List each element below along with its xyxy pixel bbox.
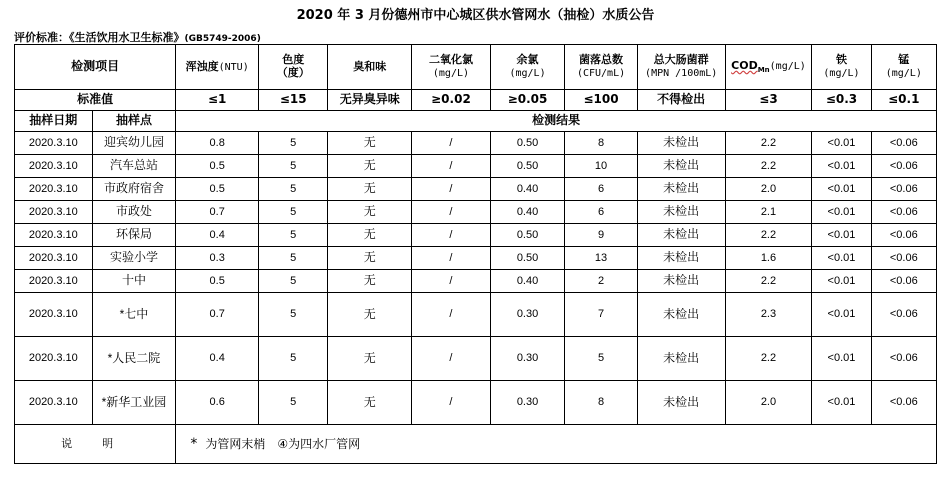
cell-turbidity: 0.3	[176, 247, 259, 270]
cell-date: 2020.3.10	[15, 381, 93, 425]
header-turbidity	[176, 45, 259, 90]
header-chlorine-dioxide	[412, 45, 491, 90]
header-item: 检测项目	[15, 45, 176, 90]
cell-iron: <0.01	[812, 155, 871, 178]
cell-turbidity: 0.8	[176, 132, 259, 155]
header-manganese-unit: (mg/L)	[885, 68, 922, 79]
header-residual-chlorine	[490, 45, 565, 90]
cell-color: 5	[259, 270, 328, 293]
cell-date: 2020.3.10	[15, 155, 93, 178]
header-iron	[812, 45, 871, 90]
cell-colonies: 13	[565, 247, 637, 270]
cell-color: 5	[259, 293, 328, 337]
cell-color: 5	[259, 247, 328, 270]
table-row	[15, 247, 937, 270]
cell-turbidity: 0.7	[176, 293, 259, 337]
cell-site: 市政府宿舍	[92, 178, 176, 201]
cell-colonies: 8	[565, 381, 637, 425]
cell-colonies: 6	[565, 178, 637, 201]
cell-coliform: 未检出	[637, 178, 725, 201]
cell-cod: 1.6	[725, 247, 812, 270]
cell-turbidity: 0.5	[176, 155, 259, 178]
cell-cod: 2.2	[725, 337, 812, 381]
standard-chlorine-dioxide: ≥0.02	[412, 90, 491, 111]
cell-date: 2020.3.10	[15, 247, 93, 270]
cell-turbidity: 0.4	[176, 224, 259, 247]
cell-coliform: 未检出	[637, 293, 725, 337]
cell-odor: 无	[328, 270, 412, 293]
cell-turbidity: 0.5	[176, 270, 259, 293]
header-residual-chlorine-label: 余氯	[516, 53, 539, 67]
cell-iron: <0.01	[812, 201, 871, 224]
cell-odor: 无	[328, 247, 412, 270]
cell-coliform: 未检出	[637, 155, 725, 178]
cell-manganese: <0.06	[871, 293, 936, 337]
cell-date: 2020.3.10	[15, 132, 93, 155]
cell-turbidity: 0.4	[176, 337, 259, 381]
cell-date: 2020.3.10	[15, 224, 93, 247]
cell-residual-chlorine: 0.40	[490, 270, 565, 293]
standard-colonies: ≤100	[565, 90, 637, 111]
cell-residual-chlorine: 0.40	[490, 178, 565, 201]
header-cod	[725, 45, 812, 90]
table-row	[15, 201, 937, 224]
cell-residual-chlorine: 0.30	[490, 381, 565, 425]
cell-cod: 2.2	[725, 155, 812, 178]
header-turbidity-label: 浑浊度	[185, 59, 219, 73]
header-coliform-label: 总大肠菌群	[653, 53, 709, 67]
header-colonies	[565, 45, 637, 90]
cell-coliform: 未检出	[637, 270, 725, 293]
standard-residual-chlorine: ≥0.05	[490, 90, 565, 111]
cell-odor: 无	[328, 178, 412, 201]
cell-odor: 无	[328, 381, 412, 425]
cell-site: *七中	[92, 293, 176, 337]
cell-iron: <0.01	[812, 247, 871, 270]
cell-color: 5	[259, 337, 328, 381]
header-residual-chlorine-unit: (mg/L)	[509, 68, 546, 79]
note-row	[15, 425, 937, 464]
cell-coliform: 未检出	[637, 381, 725, 425]
header-colonies-unit: (CFU/mL)	[576, 68, 626, 79]
table-row	[15, 270, 937, 293]
cell-chlorine-dioxide: /	[412, 381, 491, 425]
header-coliform	[637, 45, 725, 90]
cell-site: *人民二院	[92, 337, 176, 381]
cell-chlorine-dioxide: /	[412, 155, 491, 178]
cell-site: 汽车总站	[92, 155, 176, 178]
cell-coliform: 未检出	[637, 337, 725, 381]
result-header-site: 抽样点	[92, 111, 176, 132]
table-row	[15, 178, 937, 201]
cell-iron: <0.01	[812, 337, 871, 381]
cell-date: 2020.3.10	[15, 201, 93, 224]
cell-colonies: 6	[565, 201, 637, 224]
cell-chlorine-dioxide: /	[412, 247, 491, 270]
cell-iron: <0.01	[812, 132, 871, 155]
cell-manganese: <0.06	[871, 247, 936, 270]
cell-manganese: <0.06	[871, 155, 936, 178]
cell-colonies: 5	[565, 337, 637, 381]
cell-manganese: <0.06	[871, 270, 936, 293]
cell-iron: <0.01	[812, 381, 871, 425]
table-row	[15, 337, 937, 381]
cell-color: 5	[259, 201, 328, 224]
cell-coliform: 未检出	[637, 132, 725, 155]
cell-colonies: 2	[565, 270, 637, 293]
header-cod-label	[731, 58, 770, 75]
cell-manganese: <0.06	[871, 132, 936, 155]
cell-chlorine-dioxide: /	[412, 270, 491, 293]
table-row	[15, 155, 937, 178]
cell-residual-chlorine: 0.50	[490, 155, 565, 178]
result-header-results: 检测结果	[176, 111, 937, 132]
header-cod-sub: Mn	[757, 66, 770, 75]
cell-site: 市政处	[92, 201, 176, 224]
cell-cod: 2.3	[725, 293, 812, 337]
standard-code: (GB5749-2006)	[184, 34, 261, 44]
cell-odor: 无	[328, 224, 412, 247]
cell-manganese: <0.06	[871, 178, 936, 201]
cell-odor: 无	[328, 337, 412, 381]
cell-residual-chlorine: 0.40	[490, 201, 565, 224]
cell-color: 5	[259, 132, 328, 155]
cell-odor: 无	[328, 293, 412, 337]
cell-colonies: 10	[565, 155, 637, 178]
cell-residual-chlorine: 0.50	[490, 224, 565, 247]
standard-coliform: 不得检出	[637, 90, 725, 111]
asterisk-mark: *	[190, 435, 198, 452]
cell-color: 5	[259, 224, 328, 247]
cell-turbidity: 0.7	[176, 201, 259, 224]
cell-odor: 无	[328, 201, 412, 224]
note-text-cell	[176, 425, 937, 464]
cell-odor: 无	[328, 132, 412, 155]
cell-iron: <0.01	[812, 270, 871, 293]
result-header-date: 抽样日期	[15, 111, 93, 132]
cell-iron: <0.01	[812, 293, 871, 337]
header-iron-unit: (mg/L)	[823, 68, 860, 79]
cell-iron: <0.01	[812, 178, 871, 201]
cell-chlorine-dioxide: /	[412, 337, 491, 381]
note-text: 为管网末梢 ④为四水厂管网	[205, 436, 361, 451]
table-row	[15, 132, 937, 155]
cell-turbidity: 0.5	[176, 178, 259, 201]
cell-cod: 2.0	[725, 178, 812, 201]
cell-residual-chlorine: 0.30	[490, 293, 565, 337]
cell-cod: 2.2	[725, 224, 812, 247]
cell-residual-chlorine: 0.50	[490, 132, 565, 155]
cell-chlorine-dioxide: /	[412, 178, 491, 201]
cell-residual-chlorine: 0.30	[490, 337, 565, 381]
cell-turbidity: 0.6	[176, 381, 259, 425]
cell-colonies: 9	[565, 224, 637, 247]
header-cod-unit: (mg/L)	[769, 60, 806, 72]
water-quality-table	[14, 44, 937, 464]
cell-manganese: <0.06	[871, 224, 936, 247]
cell-date: 2020.3.10	[15, 178, 93, 201]
cell-site: 迎宾幼儿园	[92, 132, 176, 155]
cell-cod: 2.1	[725, 201, 812, 224]
cell-color: 5	[259, 381, 328, 425]
standard-label: 评价标准：《生活饮用水卫生标准》	[14, 31, 185, 44]
cell-cod: 2.2	[725, 270, 812, 293]
header-manganese	[871, 45, 936, 90]
header-odor: 臭和味	[328, 45, 412, 90]
cell-residual-chlorine: 0.50	[490, 247, 565, 270]
cell-site: *新华工业园	[92, 381, 176, 425]
cell-date: 2020.3.10	[15, 337, 93, 381]
cell-chlorine-dioxide: /	[412, 201, 491, 224]
cell-date: 2020.3.10	[15, 293, 93, 337]
cell-manganese: <0.06	[871, 337, 936, 381]
header-chlorine-dioxide-unit: (mg/L)	[432, 68, 470, 79]
header-color-label: 色度	[282, 53, 305, 67]
cell-site: 十中	[92, 270, 176, 293]
cell-colonies: 7	[565, 293, 637, 337]
cell-chlorine-dioxide: /	[412, 132, 491, 155]
cell-coliform: 未检出	[637, 247, 725, 270]
header-turbidity-unit: (NTU)	[218, 61, 249, 73]
cell-manganese: <0.06	[871, 201, 936, 224]
cell-color: 5	[259, 178, 328, 201]
header-cod-main: COD	[731, 58, 758, 72]
cell-odor: 无	[328, 155, 412, 178]
evaluation-standard	[14, 29, 261, 45]
header-colonies-label: 菌落总数	[579, 53, 624, 67]
page-title: 2020 年 3 月份德州市中心城区供水管网水（抽检）水质公告	[296, 8, 655, 23]
header-manganese-label: 锰	[898, 53, 910, 67]
cell-cod: 2.2	[725, 132, 812, 155]
cell-coliform: 未检出	[637, 201, 725, 224]
cell-cod: 2.0	[725, 381, 812, 425]
table-row	[15, 381, 937, 425]
cell-manganese: <0.06	[871, 381, 936, 425]
standard-row	[15, 90, 937, 111]
header-color-unit: （度）	[276, 66, 310, 79]
standard-row-label: 标准值	[15, 90, 176, 111]
standard-cod: ≤3	[725, 90, 812, 111]
header-coliform-unit: (MPN /100mL)	[645, 68, 718, 79]
header-chlorine-dioxide-label: 二氧化氯	[428, 53, 473, 67]
cell-coliform: 未检出	[637, 224, 725, 247]
standard-iron: ≤0.3	[812, 90, 871, 111]
standard-manganese: ≤0.1	[871, 90, 936, 111]
table-row	[15, 224, 937, 247]
cell-colonies: 8	[565, 132, 637, 155]
standard-odor: 无异臭异味	[328, 90, 412, 111]
header-color	[259, 45, 328, 90]
cell-site: 环保局	[92, 224, 176, 247]
note-label: 说明	[15, 425, 176, 464]
table-row	[15, 293, 937, 337]
cell-chlorine-dioxide: /	[412, 293, 491, 337]
cell-iron: <0.01	[812, 224, 871, 247]
result-header-row	[15, 111, 937, 132]
standard-turbidity: ≤1	[176, 90, 259, 111]
header-row	[15, 45, 937, 90]
header-iron-label: 铁	[835, 53, 847, 67]
cell-color: 5	[259, 155, 328, 178]
cell-chlorine-dioxide: /	[412, 224, 491, 247]
standard-color: ≤15	[259, 90, 328, 111]
cell-date: 2020.3.10	[15, 270, 93, 293]
cell-site: 实验小学	[92, 247, 176, 270]
